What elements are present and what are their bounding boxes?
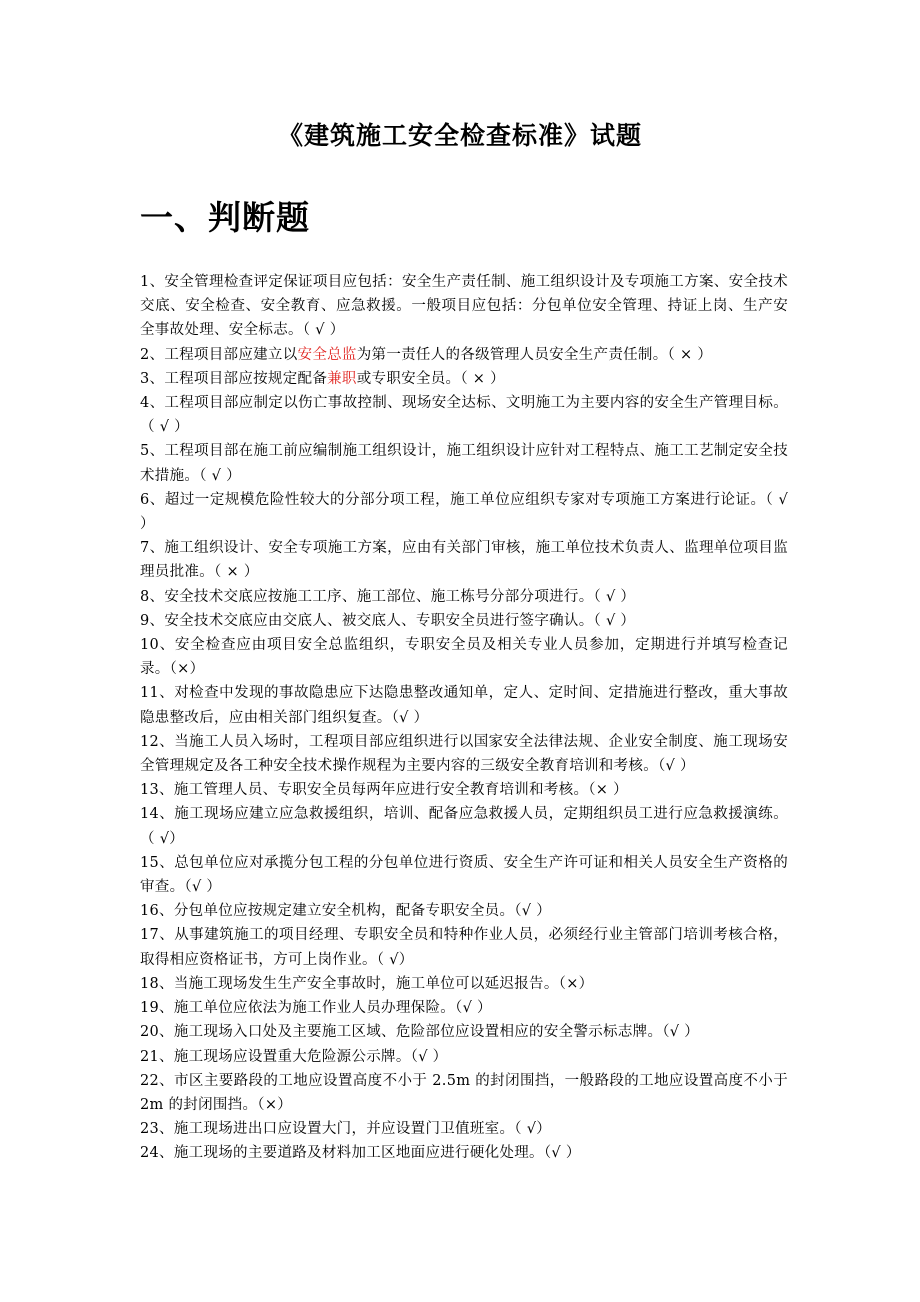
question-item: 8、安全技术交底应按施工工序、施工部位、施工栋号分部分项进行。（ √ ） [140, 588, 636, 605]
question-item: 11、对检查中发现的事故隐患应下达隐患整改通知单，定人、定时间、定措施进行整改，重大事故隐患整改后，应由相关部门组织复查。（√ ） [140, 685, 788, 726]
question-item: 4、工程项目部应制定以伤亡事故控制、现场安全达标、文明施工为主要内容的安全生产管理目标。（ √ ） [140, 395, 788, 436]
question-item: 7、施工组织设计、安全专项施工方案，应由有关部门审核，施工单位技术负责人、监理单位项目监理员批准。（ × ） [140, 540, 788, 581]
question-text: 2、工程项目部应建立以 [140, 346, 298, 363]
highlighted-term: 安全总监 [297, 346, 357, 363]
question-item: 24、施工现场的主要道路及材料加工区地面应进行硬化处理。（√ ） [140, 1145, 581, 1162]
question-text: 3、工程项目部应按规定配备 [140, 370, 328, 387]
question-item: 14、施工现场应建立应急救援组织，培训、配备应急救援人员，定期组织员工进行应急救援演练。（ √） [140, 806, 788, 847]
question-item: 18、当施工现场发生生产安全事故时，施工单位可以延迟报告。（×） [140, 975, 594, 992]
section-title: 一、判断题 [140, 198, 310, 237]
question-item: 20、施工现场入口处及主要施工区域、危险部位应设置相应的安全警示标志牌。（√ ） [140, 1024, 700, 1041]
question-item: 21、施工现场应设置重大危险源公示牌。（√ ） [140, 1048, 448, 1065]
question-item: 15、总包单位应对承揽分包工程的分包单位进行资质、安全生产许可证和相关人员安全生产资格的审查。（√ ） [140, 854, 788, 896]
question-item: 5、工程项目部在施工前应编制施工组织设计，施工组织设计应针对工程特点、施工工艺制定安全技术措施。（ √ ） [140, 443, 788, 484]
question-text: 或专职安全员。（ × ） [356, 370, 505, 387]
question-item: 12、当施工人员入场时，工程项目部应组织进行以国家安全法律法规、企业安全制度、施工现场安全管理规定及各工种安全技术操作规程为主要内容的三级安全教育培训和考核。（√ ） [140, 733, 788, 775]
question-list [140, 270, 788, 1166]
question-item: 13、施工管理人员、专职安全员每两年应进行安全教育培训和考核。（× ） [140, 782, 628, 799]
question-item [140, 343, 788, 367]
question-item: 10、安全检查应由项目安全总监组织，专职安全员及相关专业人员参加，定期进行并填写检查记录。（×） [140, 637, 788, 678]
question-item: 19、施工单位应依法为施工作业人员办理保险。（√ ） [140, 1000, 492, 1017]
question-item: 1、安全管理检查评定保证项目应包括：安全生产责任制、施工组织设计及专项施工方案、安全技术交底、安全检查、安全教育、应急救援。一般项目应包括：分包单位安全管理、持证上岗、生产安全事故处理、安全标志。（ √ ） [140, 274, 788, 339]
question-item: 17、从事建筑施工的项目经理、专职安全员和特种作业人员，必须经行业主管部门培训考核合格，取得相应资格证书，方可上岗作业。（ √） [140, 927, 788, 968]
question-item [140, 367, 788, 391]
question-item: 23、施工现场进出口应设置大门，并应设置门卫值班室。（ √） [140, 1121, 552, 1138]
document-title: 《建筑施工安全检查标准》试题 [277, 121, 642, 150]
question-item: 22、市区主要路段的工地应设置高度不小于 2.5m 的封闭围挡，一般路段的工地应设置高度不小于 2m 的封闭围挡。（×） [140, 1072, 788, 1113]
question-text: 为第一责任人的各级管理人员安全生产责任制。（ × ） [356, 346, 713, 363]
question-item: 16、分包单位应按规定建立安全机构，配备专职安全员。（√ ） [140, 903, 552, 920]
question-item: 6、超过一定规模危险性较大的分部分项工程，施工单位应组织专家对专项施工方案进行论证。（ √ ） [140, 491, 788, 533]
highlighted-term: 兼职 [327, 370, 357, 387]
question-item: 9、安全技术交底应由交底人、被交底人、专职安全员进行签字确认。（ √ ） [140, 612, 636, 629]
